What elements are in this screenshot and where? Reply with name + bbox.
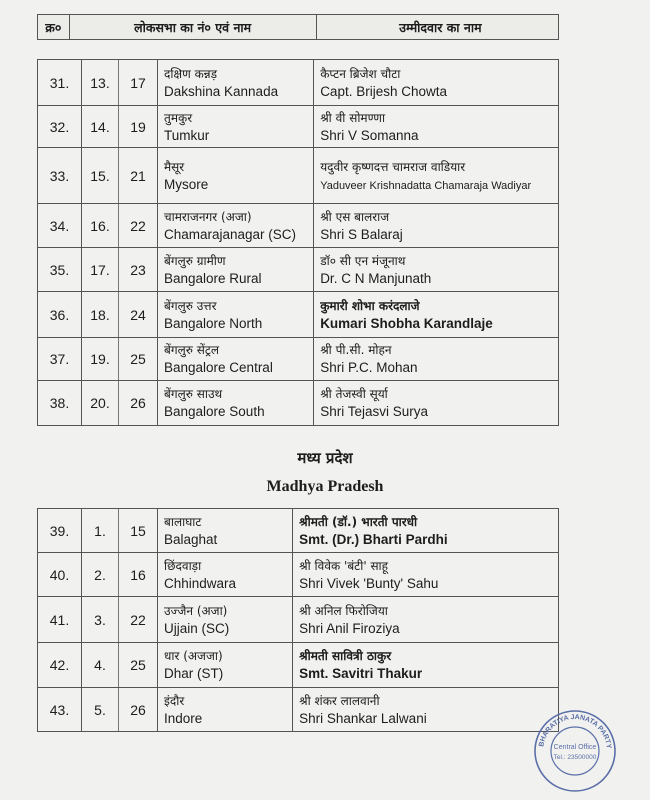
state-no: 17. [82,248,119,292]
constituency-no: 26 [119,688,158,732]
table-row [38,509,559,553]
constituency-no: 17 [119,60,158,106]
candidate-name: डॉ० सी एन मंजूनाथ Dr. C N Manjunath [314,248,559,292]
header-table [37,14,559,40]
candidate-name: श्री पी.सी. मोहन Shri P.C. Mohan [314,338,559,381]
sr-no: 31. [38,60,82,106]
candidate-name: श्री वी सोमण्णा Shri V Somanna [314,106,559,148]
sr-no: 42. [38,643,82,688]
constituency-name: मैसूर Mysore [158,148,314,204]
table-row [38,381,559,426]
sr-no: 40. [38,553,82,597]
state-heading-hindi: मध्य प्रदेश [297,449,353,467]
constituency-name: बेंगलुरु सेंट्रल Bangalore Central [158,338,314,381]
constituency-name: छिंदवाड़ा Chhindwara [158,553,293,597]
candidate-name: श्री एस बालराज Shri S Balaraj [314,204,559,248]
state-no: 18. [82,292,119,338]
constituency-no: 22 [119,204,158,248]
candidate-name: कैप्टन ब्रिजेश चौटा Capt. Brijesh Chowta [314,60,559,106]
candidate-name: श्री तेजस्वी सूर्या Shri Tejasvi Surya [314,381,559,426]
constituency-no: 19 [119,106,158,148]
candidate-name: श्रीमती सावित्री ठाकुर Smt. Savitri Thakur [293,643,559,688]
table-row [38,338,559,381]
candidate-name: श्री शंकर लालवानी Shri Shankar Lalwani [293,688,559,732]
candidate-name: श्री अनिल फिरोजिया Shri Anil Firoziya [293,597,559,643]
table-row [38,204,559,248]
constituency-no: 24 [119,292,158,338]
table-row [38,597,559,643]
constituency-name: उज्जैन (अजा) Ujjain (SC) [158,597,293,643]
candidate-name: यदुवीर कृष्णदत्त चामराज वाडियार Yaduveer Krishnadatta Chamaraja Wadiyar [314,148,559,204]
constituency-no: 22 [119,597,158,643]
sr-no: 32. [38,106,82,148]
header-constituency: लोकसभा का नं० एवं नाम [69,15,316,40]
table-row [38,643,559,688]
seal-line-2: Tel.: 23500000 [553,754,597,761]
madhya-pradesh-table [37,508,559,732]
constituency-name: बेंगलुरु साउथ Bangalore South [158,381,314,426]
sr-no: 35. [38,248,82,292]
state-no: 2. [82,553,119,597]
candidate-name: कुमारी शोभा करंदलाजे Kumari Shobha Karandlaje [314,292,559,338]
candidate-name: श्री विवेक 'बंटी' साहू Shri Vivek 'Bunty' Sahu [293,553,559,597]
state-no: 20. [82,381,119,426]
table-row [38,148,559,204]
candidate-name: श्रीमती (डॉ.) भारती पारधी Smt. (Dr.) Bharti Pardhi [293,509,559,553]
table-row [38,688,559,732]
constituency-no: 26 [119,381,158,426]
constituency-name: दक्षिण कन्नड़ Dakshina Kannada [158,60,314,106]
state-no: 1. [82,509,119,553]
state-heading-english: Madhya Pradesh [266,478,384,495]
state-no: 5. [82,688,119,732]
header-candidate: उम्मीदवार का नाम [316,15,558,40]
state-no: 3. [82,597,119,643]
table-row [38,248,559,292]
table-row [38,553,559,597]
karnataka-table [37,59,559,426]
constituency-no: 25 [119,643,158,688]
constituency-name: बालाघाट Balaghat [158,509,293,553]
state-no: 16. [82,204,119,248]
constituency-name: इंदौर Indore [158,688,293,732]
sr-no: 37. [38,338,82,381]
state-no: 14. [82,106,119,148]
header-sr: क्र० [38,15,70,40]
constituency-name: बेंगलुरु ग्रामीण Bangalore Rural [158,248,314,292]
sr-no: 38. [38,381,82,426]
seal-line-1: Central Office [553,744,597,751]
constituency-name: बेंगलुरु उत्तर Bangalore North [158,292,314,338]
state-no: 19. [82,338,119,381]
constituency-no: 16 [119,553,158,597]
state-no: 15. [82,148,119,204]
constituency-no: 21 [119,148,158,204]
sr-no: 34. [38,204,82,248]
state-no: 4. [82,643,119,688]
state-no: 13. [82,60,119,106]
constituency-no: 23 [119,248,158,292]
table-row [38,292,559,338]
table-row [38,106,559,148]
constituency-name: तुमकुर Tumkur [158,106,314,148]
constituency-name: चामराजनगर (अजा) Chamarajanagar (SC) [158,204,314,248]
constituency-name: धार (अजजा) Dhar (ST) [158,643,293,688]
sr-no: 33. [38,148,82,204]
sr-no: 43. [38,688,82,732]
sr-no: 36. [38,292,82,338]
sr-no: 41. [38,597,82,643]
table-row [38,60,559,106]
party-seal-stamp [532,708,618,794]
constituency-no: 25 [119,338,158,381]
sr-no: 39. [38,509,82,553]
constituency-no: 15 [119,509,158,553]
seal-ring-text: BHARATIYA JANATA PARTY [538,713,612,750]
